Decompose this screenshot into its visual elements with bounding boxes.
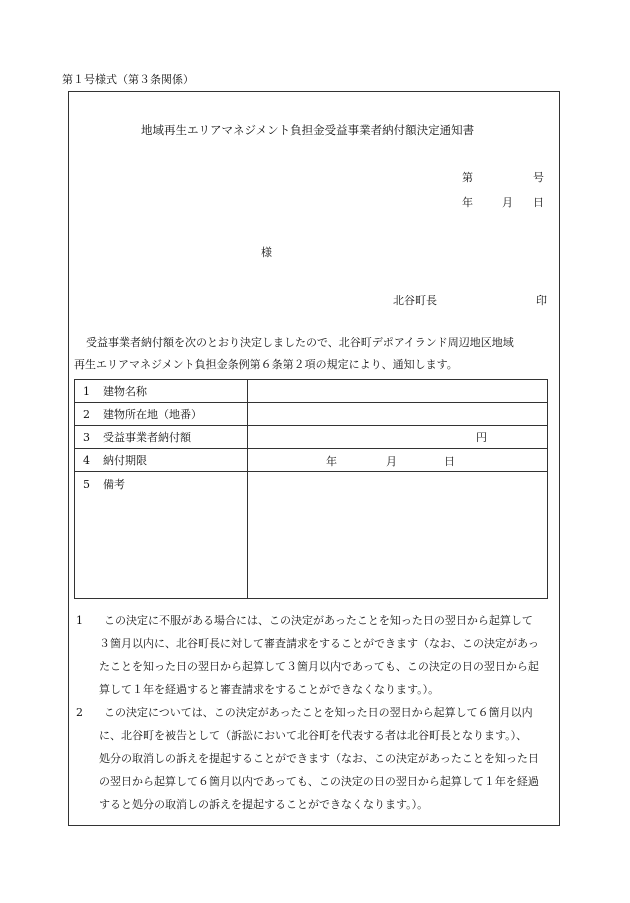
issue-date-day: 日: [533, 196, 544, 209]
note-line: たことを知った日の翌日から起算して３箇月以内であっても、この決定の日の翌日から起: [99, 660, 539, 673]
due-date-month: 月: [386, 455, 397, 468]
row-label: 受益事業者納付額: [103, 431, 191, 444]
notice-body: [69, 332, 561, 376]
building-location-value: [248, 403, 548, 426]
note-line: この決定については、この決定があったことを知った日の翌日から起算して６箇月以内: [104, 706, 533, 719]
note-number: 1: [76, 614, 83, 627]
table-row-label: [75, 426, 248, 449]
table-row-label: [75, 472, 248, 599]
issue-date-month: 月: [502, 196, 513, 209]
addressee-suffix: 様: [261, 246, 272, 259]
table-row: [75, 380, 548, 403]
document-number-suffix: 号: [533, 171, 544, 184]
row-label: 建物所在地（地番）: [103, 408, 202, 421]
due-date-day: 日: [444, 455, 455, 468]
row-number: 3: [83, 431, 90, 444]
note-line: 算して１年を経過すると審査請求をすることができなくなります。）。: [99, 683, 440, 696]
row-number: 1: [83, 385, 90, 398]
table-row: [75, 403, 548, 426]
notice-frame: [68, 91, 560, 826]
form-number: 第１号様式（第３条関係）: [62, 73, 194, 86]
issue-date-year: 年: [462, 196, 473, 209]
row-number: 4: [83, 454, 90, 467]
row-label: 備考: [103, 478, 125, 491]
body-line-2: 再生エリアマネジメント負担金条例第６条第２項の規定により、通知します。: [74, 358, 458, 371]
due-date-year: 年: [326, 455, 337, 468]
table-row: [75, 472, 548, 599]
table-row: [75, 449, 548, 472]
table-row: [75, 426, 548, 449]
seal-mark: 印: [536, 294, 547, 307]
table-row-label: [75, 380, 248, 403]
note-item: [74, 609, 556, 701]
row-number: 5: [83, 478, 90, 491]
note-line: ３箇月以内に、北谷町長に対して審査請求をすることができます（なお、この決定があっ: [99, 637, 539, 650]
body-line-1: 受益事業者納付額を次のとおり決定しましたので、北谷町デポアイランド周辺地区地域: [86, 336, 514, 349]
table-row-label: [75, 449, 248, 472]
sender-name: 北谷町長: [393, 294, 437, 307]
appeal-notes: [74, 609, 556, 816]
building-name-value: [248, 380, 548, 403]
row-number: 2: [83, 408, 90, 421]
row-label: 納付期限: [103, 454, 147, 467]
table-row-label: [75, 403, 248, 426]
due-date-value: [248, 449, 548, 472]
document-title: 地域再生エリアマネジメント負担金受益事業者納付額決定通知書: [141, 123, 475, 137]
note-number: 2: [76, 706, 83, 719]
note-line: に、北谷町を被告として（訴訟において北谷町を代表する者は北谷町長となります。）、: [99, 729, 528, 742]
note-line: この決定に不服がある場合には、この決定があったことを知った日の翌日から起算して: [104, 614, 533, 627]
note-line: すると処分の取消しの訴えを提起することができなくなります。）。: [99, 798, 429, 811]
note-line: 処分の取消しの訴えを提起することができます（なお、この決定があったことを知った日: [99, 752, 539, 765]
details-table: [74, 379, 548, 599]
payment-amount-value: 円: [248, 426, 548, 449]
note-item: [74, 701, 556, 816]
remarks-value: [248, 472, 548, 599]
row-label: 建物名称: [103, 385, 147, 398]
note-line: の翌日から起算して６箇月以内であっても、この決定の日の翌日から起算して１年を経過: [99, 775, 539, 788]
document-number-prefix: 第: [462, 171, 473, 184]
